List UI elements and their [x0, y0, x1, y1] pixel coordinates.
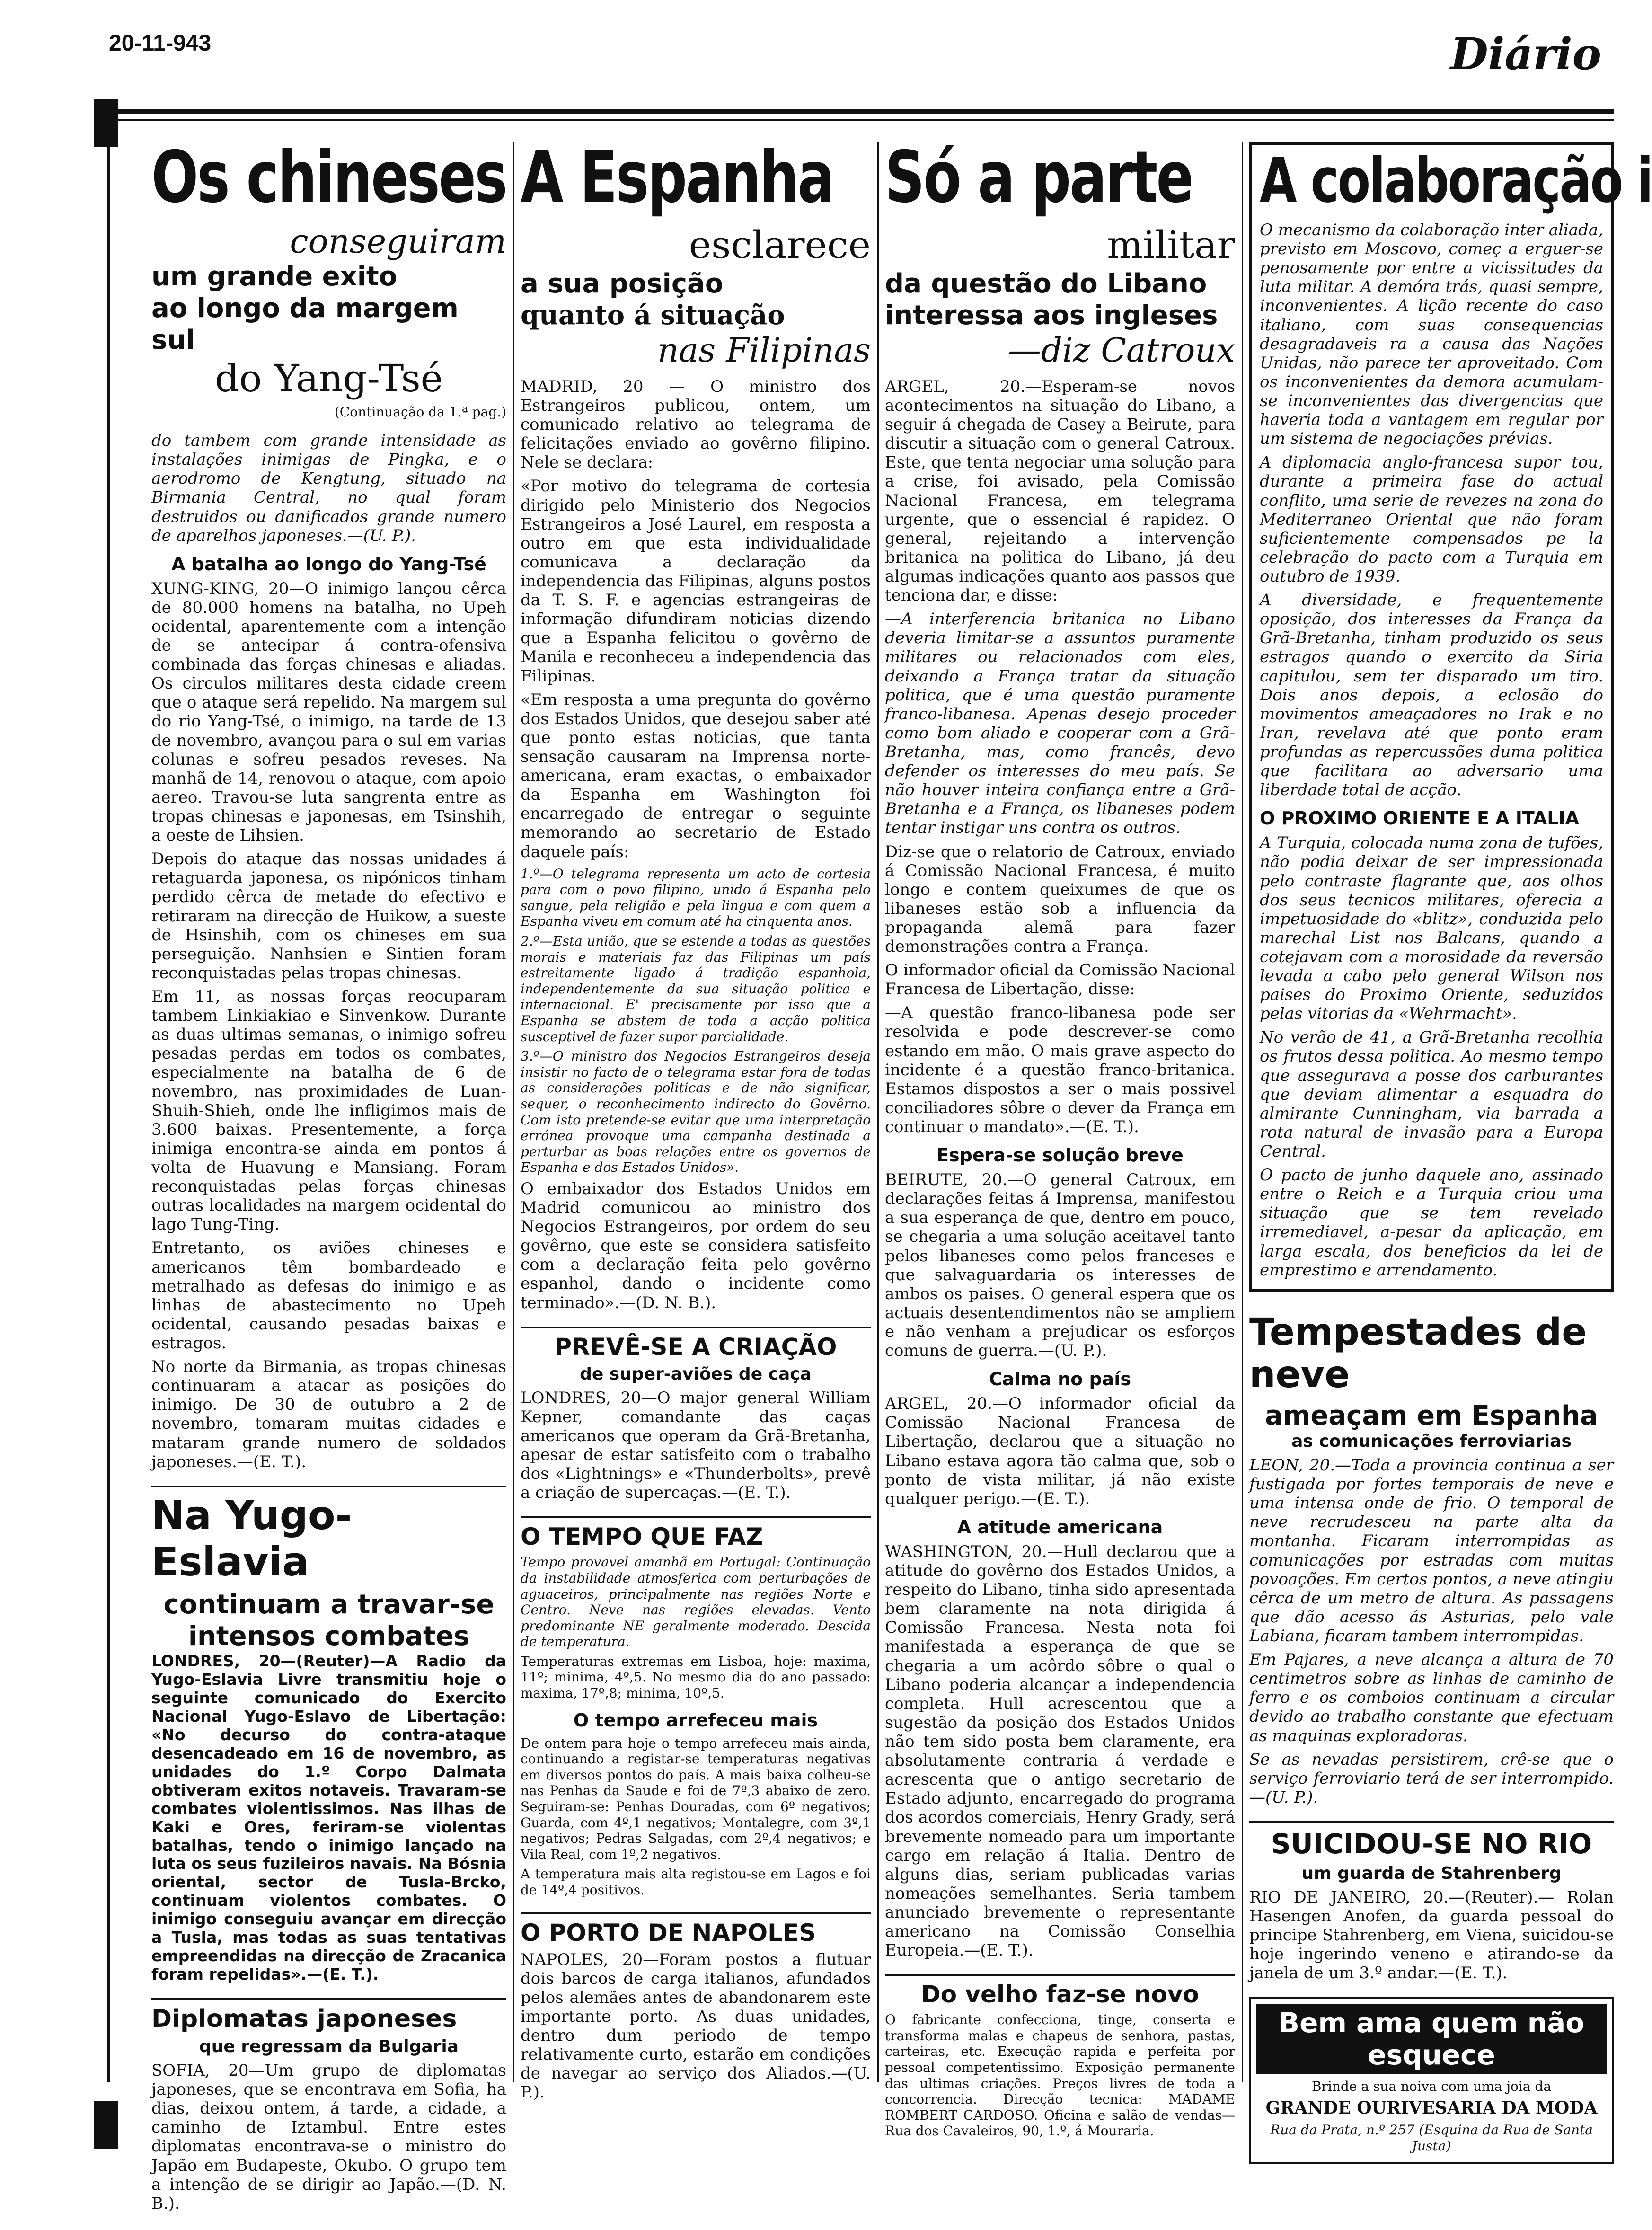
- article-paragraph: No verão de 41, a Grã-Bretanha recolhia os frutos dessa politica. Ao mesmo tempo que assegurava a posse dos carburantes que deviam alimentar a esquadra do almirante Cunningham, via barrada a rota natural de invasão para a Europa Central.: [1260, 1028, 1603, 1161]
- weather-paragraph: Temperaturas extremas em Lisboa, hoje: maxima, 11º; minima, 4º,5. No mesmo dia do ano passado: maxima, 17º,8; minima, 10º,5.: [521, 1653, 871, 1701]
- deck-combates-2: intensos combates: [188, 1620, 470, 1652]
- subheading: Espera-se solução breve: [936, 1145, 1184, 1166]
- weather-paragraph: A temperatura mais alta registou-se em Lagos e foi de 14º,4 positivos.: [521, 1866, 871, 1898]
- column-rule: [1242, 142, 1243, 2082]
- article-paragraph: 1.º—O telegrama representa um acto de cortesia para com o povo filipino, unido á Espanha pelo sangue, pela religião e pela lingua e com quem a Espanha viveu em comum até ha cinquenta anos.: [521, 866, 871, 929]
- article-paragraph: 3.º—O ministro dos Negocios Estrangeiros deseja insistir no facto de o telegrama estar fora de todas as considerações politicas e de não significar, sequer, o reconhecimento indirecto do Govêrno. Com isto pretende-se evitar que uma interpretação errónea provoque uma campanha destinada a perturbar as boas relações entre os governos de Espanha e dos Estados Unidos».: [521, 1048, 871, 1176]
- advert-address: Rua da Prata, n.º 257 (Esquina da Rua de Santa Justa): [1270, 2122, 1593, 2154]
- headline-tempestades: Tempestades de neve: [1249, 1310, 1587, 1396]
- article-paragraph: LONDRES, 20—(Reuter)—A Radio da Yugo-Eslavia Livre transmitiu hoje o seguinte comunicado do Exercito Nacional Yugo-Eslavo de Libertação: «No decurso do contra-ataque desencadeado em 16 de novembro, as unidades do 1.º Corpo Dalmata obtiveram exitos notaveis. Travaram-se combates violentissimos. Nas ilhas de Kaki e Ores, feriram-se violentas batalhas, tendo o inimigo lançado na luta os seus fuzileiros navais. Na Bósnia oriental, sector de Tusla-Brcko, continuam violentos combates. O inimigo conseguiu avançar em direcção a Tusla, mas todas as suas tentativas empreendidas na direcção de Zracanica foram repelidas».—(E. T.).: [151, 1652, 506, 1984]
- deck-posicao: a sua posição: [521, 268, 724, 299]
- deck-margem: ao longo da margem sul: [151, 292, 459, 355]
- article-paragraph: «Em resposta a uma pregunta do govêrno dos Estados Unidos, que desejou saber até que ponto estas noticias, que tanta sensação causaram na Imprensa norte-americana, eram exactas, o embaixador da Espanha em Washington foi encarregado de entregar o seguinte memorando ao secretario de Estado daquele país:: [521, 690, 871, 861]
- column-rule: [877, 142, 879, 2082]
- headline-velho-novo: Do velho faz-se novo: [885, 1974, 1235, 2008]
- deck-catroux: —diz Catroux: [1008, 331, 1235, 370]
- weather-paragraph: De ontem para hoje o tempo arrefeceu mais ainda, continuando a registar-se temperaturas negativas em diversos pontos do país. A mais baixa colheu-se nas Penhas da Saude e foi de 7º,3 abaixo de zero. Seguiram-se: Penhas Douradas, com 6º negativos; Guarda, com 4º,1 negativos; Montalegre, com 3º,1 negativos; Pedras Salgadas, com 2º,4 negativos; e Vila Real, com 1º,2 negativos.: [521, 1735, 871, 1862]
- subheading: O tempo arrefeceu mais: [573, 1709, 818, 1731]
- subheading: um guarda de Stahrenberg: [1301, 1863, 1562, 1883]
- article-paragraph: ARGEL, 20.—O informador oficial da Comissão Nacional Francesa de Libertação, declarou que a situação no Libano estava agora tão calma que, sob o ponto de vista militar, já não existe qualquer perigo.—(E. T.).: [885, 1394, 1235, 1508]
- left-vertical-rule: [107, 142, 110, 2082]
- article-paragraph: O mecanismo da colaboração inter aliada, previsto em Moscovo, começ a erguer-se penosamente por entre a vicissitudes da luta militar. A demóra trás, quasi sempre, inconvenientes. A lição recente do caso italiano, com suas consequencias desagradaveis ra a causa das Nações Unidas, não parece ter aproveitado. Com os inconvenientes da demora acumulam-se inconvenientes das divergencias que haveria toda a vantagem em regular por um sistema de negociações prévias.: [1260, 221, 1603, 449]
- colaboracao-box: [1249, 142, 1652, 1292]
- advert-box: [1249, 1997, 1614, 2165]
- article-paragraph: NAPOLES, 20—Foram postos a flutuar dois barcos de carga italianos, afundados pelos alemães antes de abandonarem este importante porto. As duas unidades, dentro dum periodo de tempo relativamente curto, estarão em condições de navegar ao serviço dos Aliados.—(U. P.).: [521, 1950, 871, 2102]
- headline-supercacas: PREVÊ-SE A CRIAÇÃO: [521, 1327, 871, 1361]
- article-paragraph: O informador oficial da Comissão Nacional Francesa de Libertação, disse:: [885, 961, 1235, 999]
- deck-filipinas: nas Filipinas: [657, 331, 871, 370]
- weather-paragraph: Tempo provavel amanhã em Portugal: Continuação da instabilidade atmosferica com perturbações de aguaceiros, principalmente nas regiões Norte e Centro. Neve nas regiões elevadas. Vento predominante NE geralmente moderado. Descida de temperatura.: [521, 1554, 871, 1650]
- margin-mark-bottom: [94, 2101, 118, 2149]
- deck-yangtse: do Yang-Tsé: [215, 356, 443, 401]
- article-paragraph: «Por motivo do telegrama de cortesia dirigido pelo Ministerio dos Negocios Estrangeiros a José Laurel, em resposta a outro em que esta individualidade comunicava a declaração da independencia das Filipinas, alguns postos da T. S. F. e agencias estrangeiras de informação difundiram noticias dizendo que a Espanha felicitou o govêrno de Manila e reconheceu a independencia das Filipinas.: [521, 477, 871, 686]
- column-espanha: [521, 136, 871, 2201]
- article-paragraph: —A interferencia britanica no Libano deveria limitar-se a assuntos puramente militares ou relacionados com eles, deixando a França tratar da situação politica, que é uma questão puramente franco-libanesa. Apenas desejo proceder como bom aliado e cooperar com a Grã-Bretanha, mas, como francês, devo defender os interesses do meu país. Se não houver inteira confiança entre a Grã-Bretanha e a França, os libaneses podem tentar instigar uns contra os outros.: [885, 610, 1235, 838]
- article-paragraph: 2.º—Esta união, que se estende a todas as questões morais e materiais faz das Filipinas um país estreitamente ligado á tradição espanhola, independentemente da sua situação politica e internacional. E' precisamente por isso que a Espanha se abstem de toda a acção politica susceptivel de fazer supor parcialidade.: [521, 933, 871, 1044]
- advert-headline: Bem ama quem não esquece: [1256, 2004, 1607, 2074]
- article-paragraph: Em Pajares, a neve alcança a altura de 70 centimetros sobre as linhas de caminho de ferro e os comboios continuam a circular devido ao trabalho constante que efectuam as maquinas exploradoras.: [1249, 1650, 1614, 1745]
- article-paragraph: RIO DE JANEIRO, 20.—(Reuter).— Rolan Hasengen Anofen, da guarda pessoal do principe Stahrenberg, em Viena, suicidou-se hoje ingerindo veneno e atirando-se da janela de um 3.º andar.—(E. T.).: [1249, 1887, 1614, 1983]
- article-paragraph: do tambem com grande intensidade as instalações inimigas de Pingka, e o aerodromo de Kengtung, situado na Birmania Central, no qual foram destruidos ou danificados grande numero de aparelhos japoneses.—(U. P.).: [151, 431, 506, 545]
- deck-ingleses: interessa aos ingleses: [885, 300, 1218, 331]
- headline-tempo: O TEMPO QUE FAZ: [521, 1516, 871, 1550]
- article-paragraph: BEIRUTE, 20.—O general Catroux, em declarações feitas á Imprensa, manifestou a sua esperança de que, dentro em pouco, se chegaria a uma solução aceitavel tanto pelos libaneses como pelos franceses e que salvaguardaria os interesses de ambos os paises. O general espera que os actuais desentendimentos não se ampliem e não venham a prejudicar os esforços comuns de guerra.—(U. P.).: [885, 1170, 1235, 1361]
- margin-mark-top: [94, 99, 118, 147]
- article-paragraph: Depois do ataque das nossas unidades á retaguarda japonesa, os nipónicos tinham perdido cêrca de metade do efectivo e retiraram na direcção de Huikow, a sueste de Hsinshih, com os chineses em sua perseguição. Nanhsien e Sintien foram reconquistadas pelas tropas chinesas.: [151, 850, 506, 982]
- deck-combates-1: continuam a travar-se: [163, 1589, 495, 1620]
- column-colaboracao: [1249, 142, 1652, 2201]
- headline-so-a-parte: Só a parte: [885, 136, 1193, 219]
- article-paragraph: O embaixador dos Estados Unidos em Madrid comunicou ao ministro dos Negocios Estrangeiros, por ordem do seu govêrno, que este se considera satisfeito com a declaração feita pelo govêrno espanhol, dando o incidente como terminado».—(D. N. B.).: [521, 1179, 871, 1312]
- column-libano: [885, 136, 1235, 2201]
- article-paragraph: Entretanto, os aviões chineses e americanos têm bombardeado e metralhado as defesas do inimigo e as linhas de abastecimento no Upeh ocidental, causando pesadas baixas e estragos.: [151, 1239, 506, 1353]
- article-paragraph: —A questão franco-libanesa pode ser resolvida e pode descrever-se como estando em mão. O mais grave aspecto do incidente é a questão franco-britanica. Estamos dispostos a ser o mais possivel conciliadores sôbre o dever da França em continuar o mandato».—(E. T.).: [885, 1003, 1235, 1137]
- advert-shop-name: GRANDE OURIVESARIA DA MODA: [1265, 2098, 1598, 2118]
- subheading: de super-aviões de caça: [580, 1364, 812, 1384]
- headline-espanha: A Espanha: [521, 136, 834, 219]
- article-paragraph: LONDRES, 20—O major general William Kepner, comandante das caças americanos que operam da Grã-Bretanha, apesar de estar satisfeito com o trabalho dos «Lightnings» e «Thunderbolts», prevê a criação de supercaças.—(E. T.).: [521, 1388, 871, 1503]
- article-paragraph: A diversidade, e frequentemente oposição, dos interesses da França da Grã-Bretanha, tinham produzido os seus estragos quando o exercito da Siria capitulou, sem ter disparado um tiro. Dois anos depois, a eclosão do movimentos ameaçadores no Irak e no Iran, revelava até que ponto eram profundas as repercussões duma politica que facilitara ao adversario uma liberdade total de acção.: [1260, 591, 1603, 800]
- article-paragraph: A diplomacia anglo-francesa supor tou, durante a primeira fase do actual conflito, uma serie de revezes na zona do Mediterraneo Oriental que não foram suficientemente compensados pe la celebração do pacto com a Turquia em outubro de 1939.: [1260, 453, 1603, 586]
- article-paragraph: XUNG-KING, 20—O inimigo lançou cêrca de 80.000 homens na batalha, no Upeh ocidental, aparentemente com a intenção de se antecipar á contra-ofensiva combinada das forças chinesas e aliadas. Os circulos militares desta cidade creem que o ataque será repelido. Na margem sul do rio Yang-Tsé, o inimigo, na tarde de 13 de novembro, avançou para o sul em varias colunas e sofreu pesados reveses. Na manhã de 14, renovou o ataque, com apoio aereo. Travou-se luta sangrenta entre as tropas chinesas e japonesas, em Tsinshih, a oeste de Lihsien.: [151, 579, 506, 845]
- page-date: 20-11-943: [109, 31, 212, 56]
- article-paragraph: No norte da Birmania, as tropas chinesas continuaram a atacar as posições do inimigo. De 30 de outubro a 2 de novembro, tomaram muitas cidades e mataram grande numero de soldados japoneses.—(E. T.).: [151, 1357, 506, 1471]
- deck-libano: da questão do Libano: [885, 268, 1207, 299]
- headline-chineses: Os chineses: [151, 136, 506, 219]
- article-paragraph: MADRID, 20 — O ministro dos Estrangeiros publicou, ontem, um comunicado relativo ao telegrama de felicitações enviado ao govêrno filipino. Nele se declara:: [521, 377, 871, 472]
- subheading: A atitude americana: [957, 1516, 1163, 1538]
- article-paragraph: Diz-se que o relatorio de Catroux, enviado á Comissão Nacional Francesa, é muito longo e contem queixumes de que os libaneses estão sob a influencia da propaganda alemã para fazer demonstrações contra a França.: [885, 842, 1235, 956]
- subheading: Calma no país: [989, 1369, 1131, 1390]
- subheading: O PROXIMO ORIENTE E A ITALIA: [1260, 808, 1580, 829]
- deck-exito: um grande exito: [151, 261, 398, 292]
- headline-colaboracao: A colaboração i: [1260, 144, 1652, 216]
- article-paragraph: O pacto de junho daquele ano, assinado entre o Reich e a Turquia criou uma situação que se tem revelado irremediavel, a-pesar da aplicação, em larga escala, dos beneficios da lei de emprestimo e arrendamento.: [1260, 1166, 1603, 1280]
- headline-napoles: O PORTO DE NAPOLES: [521, 1912, 871, 1947]
- column-rule: [513, 142, 514, 2082]
- continuation-note: (Continuação da 1.ª pag.): [334, 404, 506, 420]
- subheading: que regressam da Bulgaria: [199, 2037, 459, 2056]
- headline-diplomatas: Diplomatas japoneses: [151, 1998, 506, 2033]
- deck-conseguiram: conseguiram: [290, 222, 506, 261]
- article-paragraph: A Turquia, colocada numa zona de tufões, não podia deixar de ser impressionada pelo contraste flagrante que, aos olhos dos seus tecnicos militares, oferecia a impetuosidade do «blitz», conduzida pelo marechal List nos Balcans, quando a cotejavam com a morosidade da reversão levada a cabo pelo general Wilson nos paises do Proximo Oriente, seduzidos pelas vitorias da «Wehrmacht».: [1260, 833, 1603, 1024]
- article-paragraph: Em 11, as nossas forças reocuparam tambem Linkiakiao e Sinvenkow. Durante as duas ultimas semanas, o inimigo sofreu pesadas perdas em todos os combates, especialmente na batalha de 6 de novembro, nas proximidades de Luan-Shuih-Shieh, onde lhe infligimos mais de 3.600 baixas. Presentemente, a força inimiga encontra-se ainda em pontos á volta de Huavung e Mansiang. Foram reconquistadas pelas forças chinesas outras localidades na margem ocidental do lago Tung-Ting.: [151, 987, 506, 1234]
- deck-situacao: quanto á situação: [521, 300, 785, 331]
- advert-paragraph: O fabricante confecciona, tinge, conserta e transforma malas e chapeus de senhora, pastas, carteiras, etc. Execução rapida e perfeita por pessoal competentissimo. Exposição permanente das ultimas criações. Preços livres de toda a concorrencia. Direcção tecnica: MADAME ROMBERT CARDOSO. Oficina e salão de vendas—Rua dos Cavaleiros, 90, 1.º, á Mouraria.: [885, 2012, 1235, 2139]
- article-paragraph: ARGEL, 20.—Esperam-se novos acontecimentos na situação do Libano, a seguir á chegada de Casey a Beirute, para discutir a situação com o general Catroux. Este, que tenta negociar uma solução para a crise, foi avisado, pela Comissão Nacional Francesa, em telegrama urgente, que o essencial é rapidez. O general, rejeitando a intervenção britanica na politica do Libano, já deu algumas indicações quanto aos passos que tenciona dar, e disse:: [885, 377, 1235, 605]
- column-chineses: [151, 136, 506, 2213]
- article-paragraph: LEON, 20.—Toda a provincia continua a ser fustigada por fortes temporais de neve e uma intensa onde de frio. O temporal de neve recrudesceu na parte alta da montanha. Ficaram interrompidas as comunicações por estradas com muitas povoações. Em certos pontos, a neve atingiu cêrca de um metro de altura. As passagens que dão acesso ás Asturias, pelo vale Labiana, ficaram tambem interrompidas.: [1249, 1455, 1614, 1646]
- deck-militar: militar: [1107, 223, 1235, 267]
- deck-esclarece: esclarece: [689, 223, 871, 267]
- top-rule: [95, 109, 1614, 114]
- masthead: Diário: [1450, 28, 1601, 80]
- deck-ferroviarias: as comunicações ferroviarias: [1291, 1431, 1572, 1451]
- advert-line: Brinde a sua noiva com uma joia da: [1311, 2078, 1552, 2094]
- article-paragraph: WASHINGTON, 20.—Hull declarou que a atitude do govêrno dos Estados Unidos, a respeito do Libano, tinha sido apresentada bem claramente na nota dirigida á Comissão Francesa. Nesta nota foi manifestada a esperança de que se chegaria a um acôrdo sôbre o qual o Libano poderia alcançar a independencia completa. Hull acrescentou que a sugestão da posição dos Estados Unidos não tem sido posta bem claramente, era absolutamente contraria á verdade e acrescenta que o antigo secretario de Estado adjunto, encarregado do programa dos acordos comerciais, Henry Grady, será brevemente nomeado para um importante cargo em relação á Italia. Dentro de alguns dias, seriam publicadas varias nomeações semelhantes. Seria tambem anunciado brevemente o representante americano na Comissão Conselhia Europeia.—(E. T.).: [885, 1542, 1235, 1960]
- deck-ameacam: ameaçam em Espanha: [1265, 1400, 1598, 1431]
- headline-yugoslavia: Na Yugo-Eslavia: [151, 1486, 506, 1585]
- article-paragraph: SOFIA, 20—Um grupo de diplomatas japoneses, que se encontrava em Sofia, ha dias, deixou ontem, á tarde, a cidade, a caminho de Iztambul. Entre estes diplomatas encontrava-se o ministro do Japão em Budapeste, Okubo. O grupo tem a intenção de se dirigir ao Japão.—(D. N. B.).: [151, 2061, 506, 2213]
- subheading: A batalha ao longo do Yang-Tsé: [171, 553, 486, 575]
- headline-suicidou: SUICIDOU-SE NO RIO: [1249, 1821, 1614, 1860]
- article-paragraph: Se as nevadas persistirem, crê-se que o serviço ferroviario terá de ser interrompido.—(U. P.).: [1249, 1750, 1614, 1807]
- top-rule-thin: [95, 119, 1614, 121]
